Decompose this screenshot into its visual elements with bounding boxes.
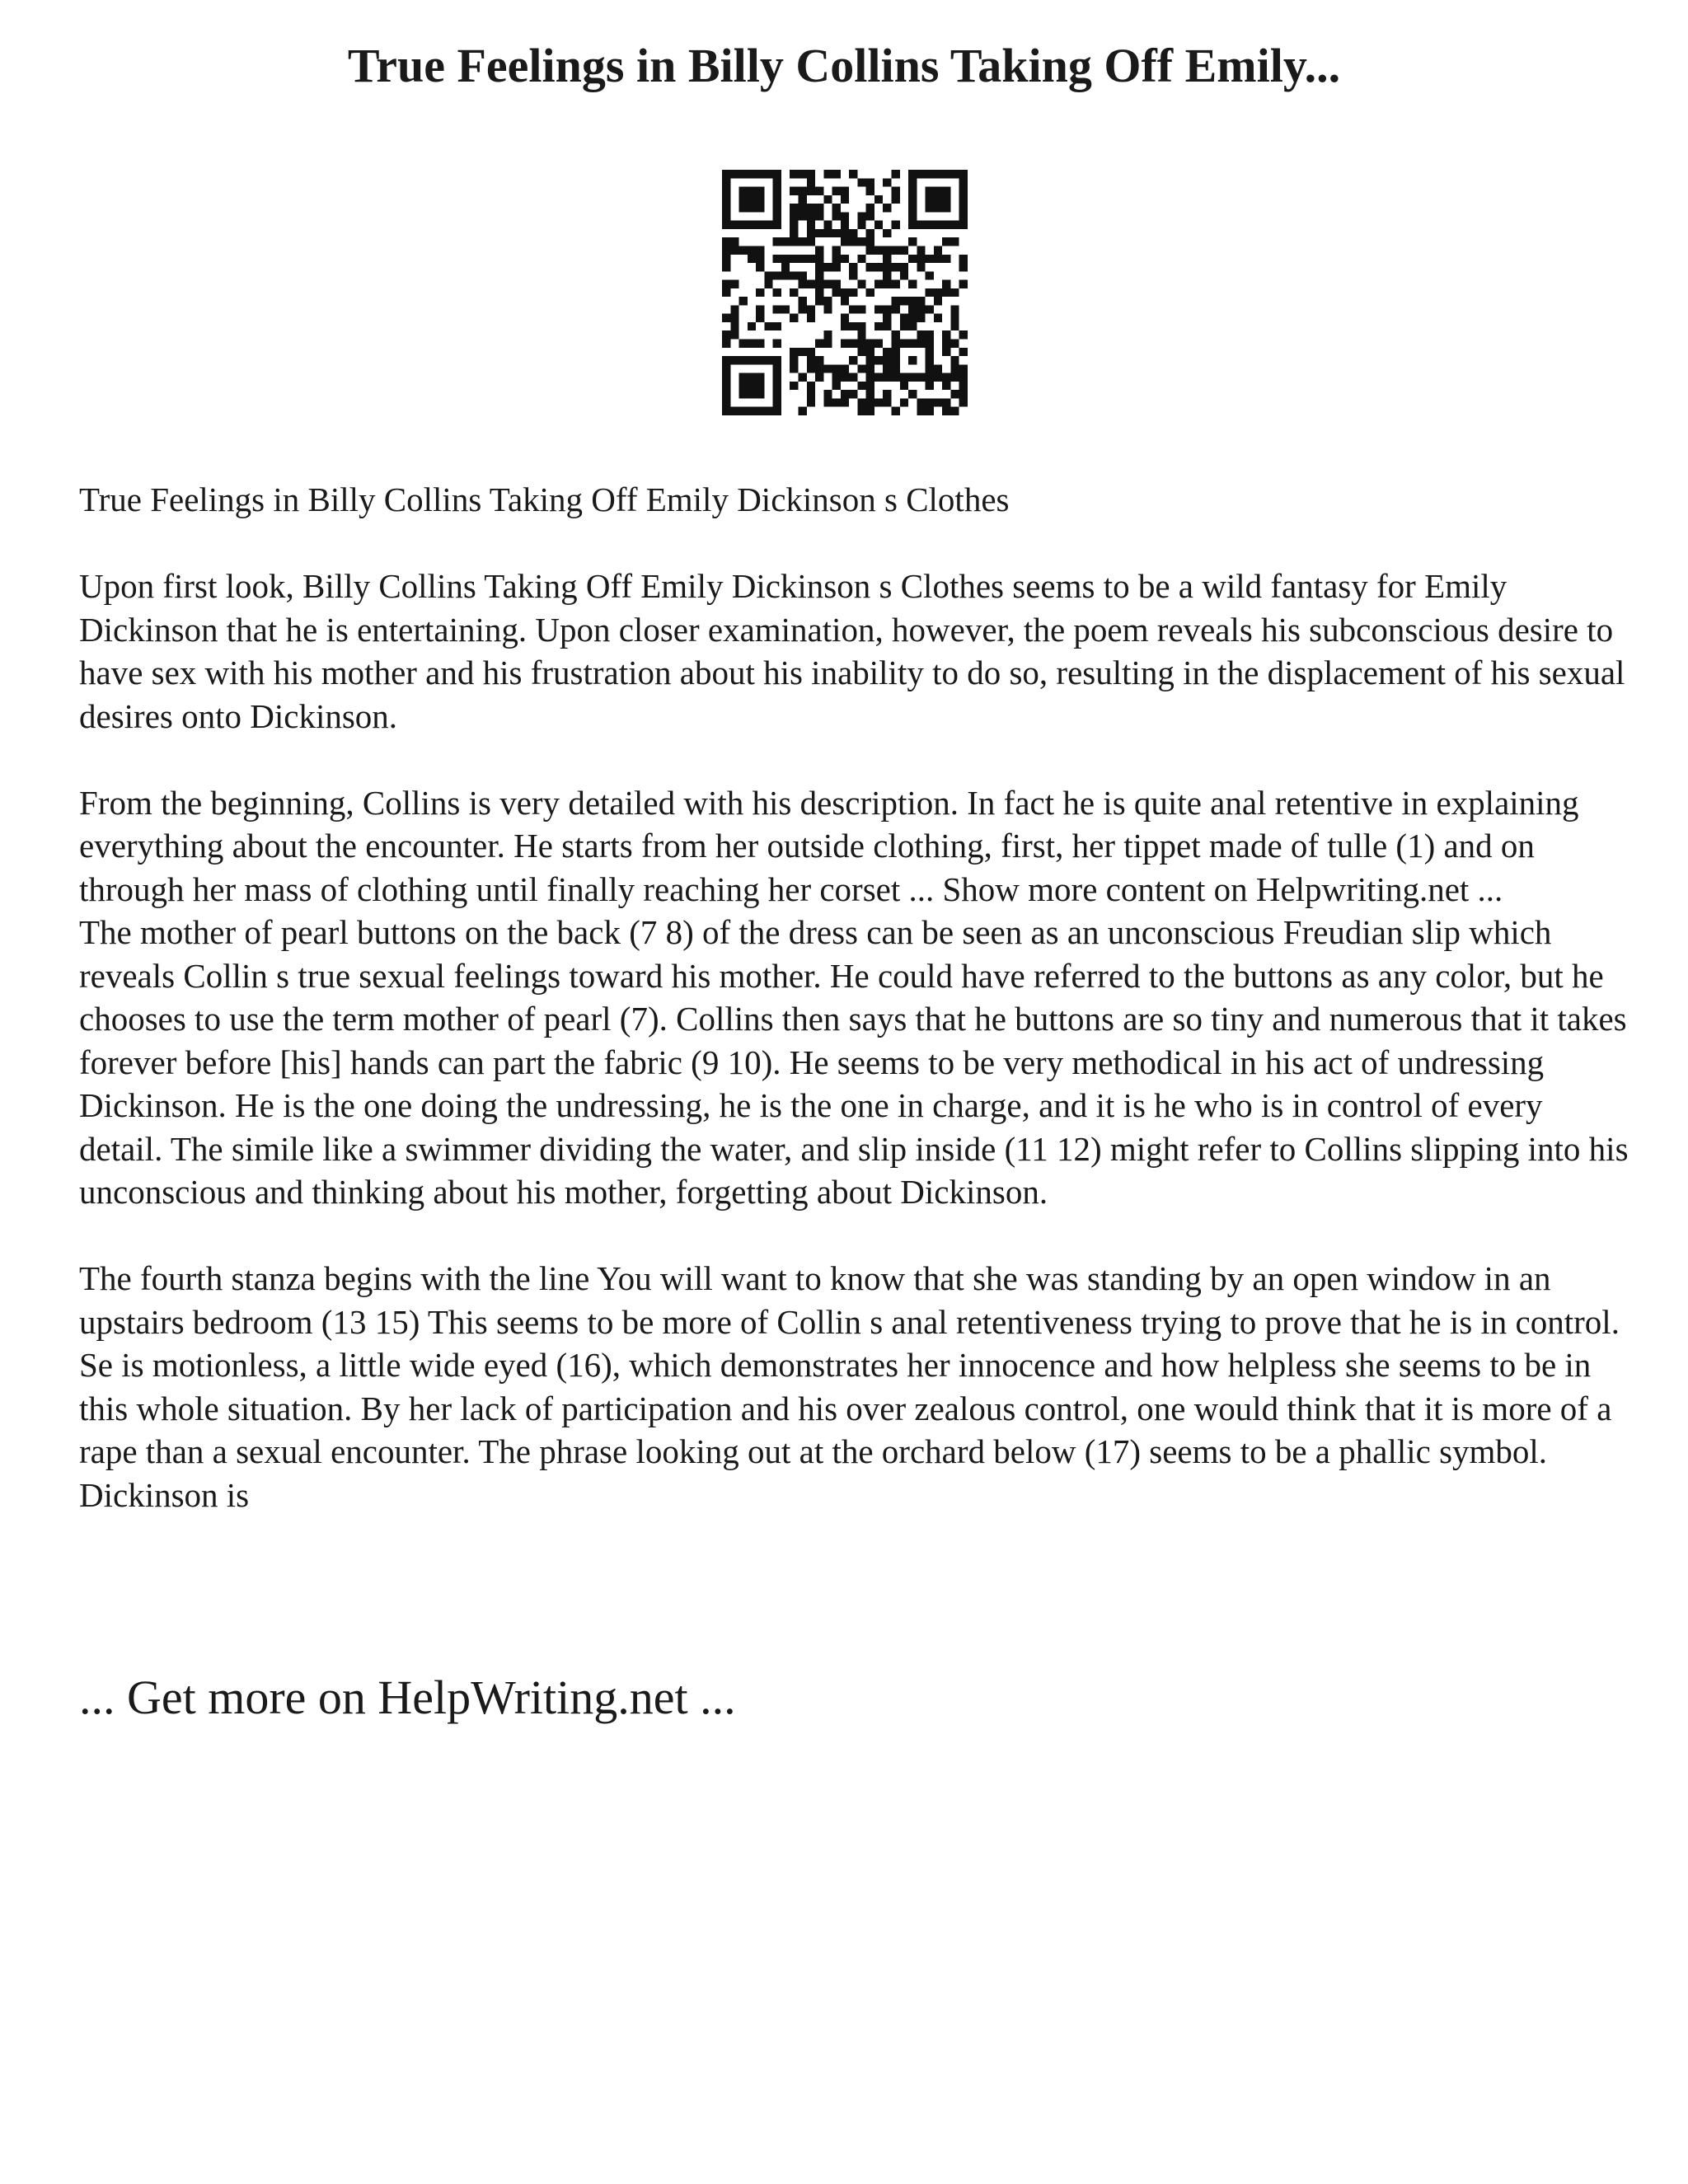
get-more-link[interactable]: ... Get more on HelpWriting.net ... xyxy=(79,1671,736,1724)
article-body xyxy=(79,478,1629,1516)
qr-code-icon xyxy=(722,170,968,415)
page-title: True Feelings in Billy Collins Taking Off Emily... xyxy=(347,39,1341,92)
paragraph-buttons: The mother of pearl buttons on the back (7 8) of the dress can be seen as an unconscious Freudian slip which reveals Collin s true sexual feelings toward his mother. He could have referred to the buttons as any color, but he chooses to use the term mother of pearl (7). Collins then says that he buttons are so tiny and numerous that it takes forever before [his] hands can part the fabric (9 10). He seems to be very methodical in his act of undressing Dickinson. He is the one doing the undressing, he is the one in charge, and it is he who is in control of every detail. The simile like a swimmer dividing the water, and slip inside (11 12) might refer to Collins slipping into his unconscious and thinking about his mother, forgetting about Dickinson. xyxy=(79,913,1629,1211)
paragraph-fourth-stanza: The fourth stanza begins with the line You will want to know that she was standing by an open window in an upstairs bedroom (13 15) This seems to be more of Collin s anal retentiveness trying to prove that he is in control. Se is motionless, a little wide eyed (16), which demonstrates her innocence and how helpless she seems to be in this whole situation. By her lack of participation and his over zealous control, one would think that it is more of a rape than a sexual encounter. The phrase looking out at the orchard below (17) seems to be a phallic symbol. Dickinson is xyxy=(79,1259,1620,1514)
article-subtitle: True Feelings in Billy Collins Taking Off Emily Dickinson s Clothes xyxy=(79,480,1010,518)
paragraph-intro: Upon first look, Billy Collins Taking Off Emily Dickinson s Clothes seems to be a wild fantasy for Emily Dickinson that he is entertaining. Upon closer examination, however, the poem reveals his subconscious desire to have sex with his mother and his frustration about his inability to do so, resulting in the displacement of his sexual desires onto Dickinson. xyxy=(79,567,1625,735)
paragraph-description: From the beginning, Collins is very detailed with his description. In fact he is quite anal retentive in explaining everything about the encounter. He starts from her outside clothing, first, her tippet made of tulle (1) and on through her mass of clothing until finally reaching her corset ... Show more content on Helpwriting.net ... xyxy=(79,783,1579,908)
